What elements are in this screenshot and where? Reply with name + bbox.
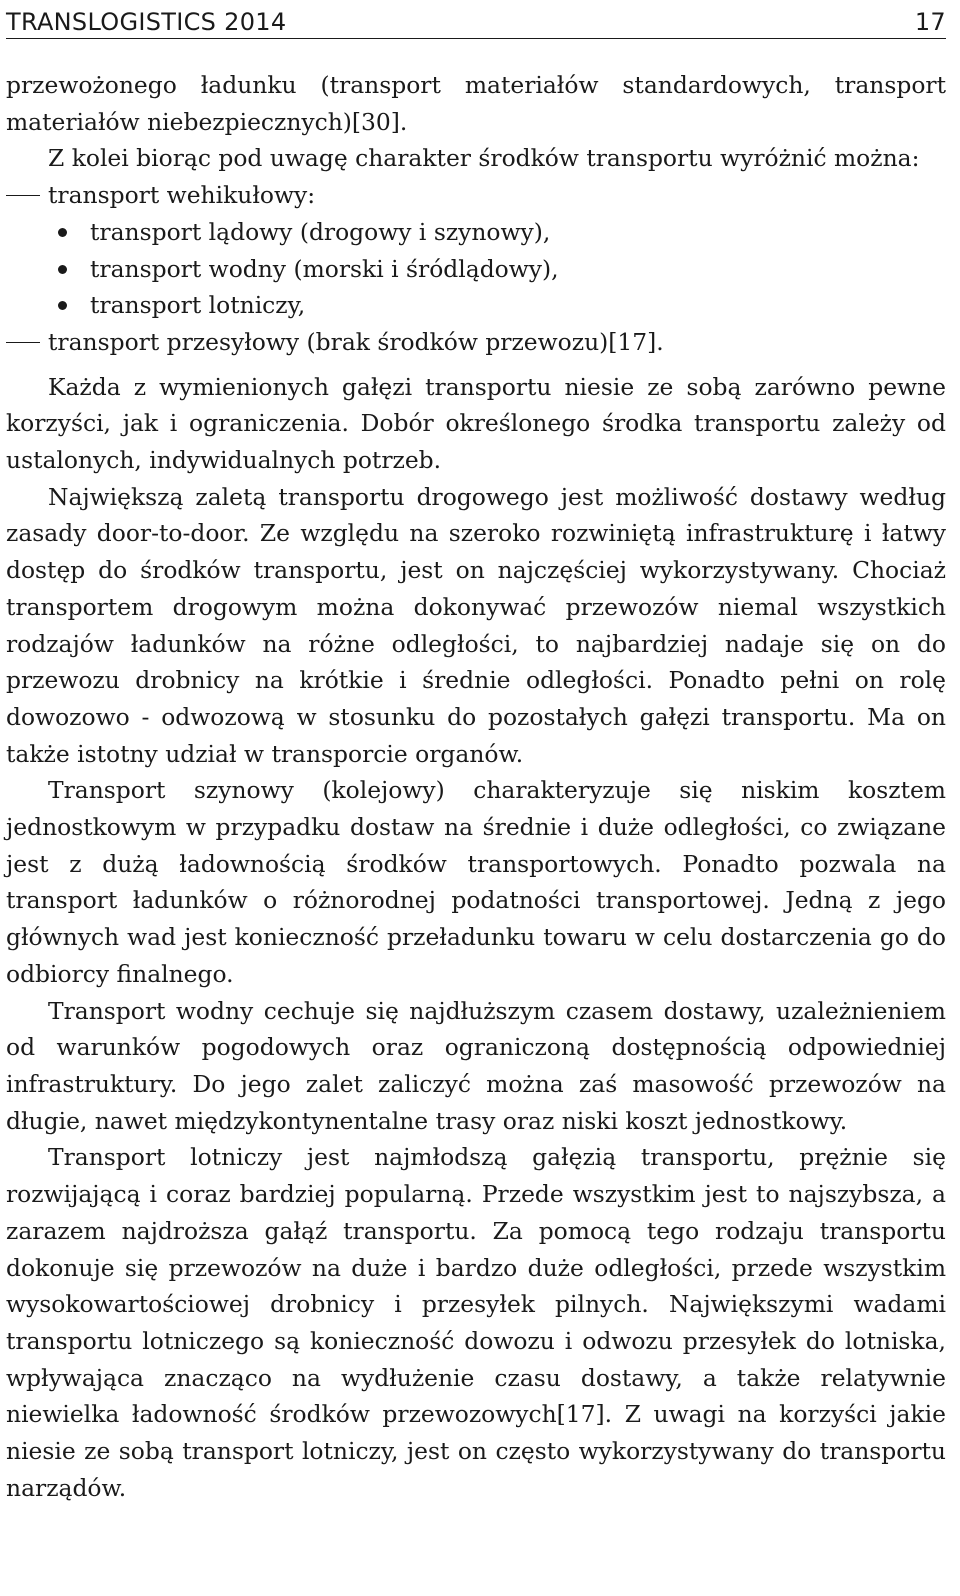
sub-list-item-label: transport wodny (morski i śródlądowy), bbox=[90, 254, 559, 283]
bullet-icon bbox=[58, 301, 67, 310]
page-number: 17 bbox=[914, 8, 946, 36]
list-item-label: transport przesyłowy (brak środków przewozu)[17]. bbox=[48, 327, 664, 356]
list-item-vehicle bbox=[6, 177, 946, 214]
sub-list-item bbox=[6, 214, 946, 251]
running-header bbox=[6, 0, 946, 39]
list-item-label: transport wehikułowy: bbox=[48, 181, 316, 210]
dash-marker bbox=[6, 195, 40, 196]
sub-list-item bbox=[6, 251, 946, 288]
transport-type-list bbox=[6, 177, 946, 361]
paragraph-branches: Każda z wymienionych gałęzi transportu niesie ze sobą zarówno pewne korzyści, jak i ograniczenia. Dobór określonego środka transportu zależy od ustalonych, indywidualnych potrzeb. bbox=[6, 372, 946, 475]
journal-title: TRANSLOGISTICS 2014 bbox=[6, 8, 287, 36]
paragraph-rail: Transport szynowy (kolejowy) charakteryzuje się niskim kosztem jednostkowym w przypadku dostaw na średnie i duże odległości, co związane jest z dużą ładownością środków transportowych. Ponadto pozwala na transport ładunków o różnorodnej podatności transportowej. Jedną z jego głównych wad jest konieczność przeładunku towaru w celu dostarczenia go do odbiorcy finalnego. bbox=[6, 776, 946, 988]
document-page bbox=[6, 0, 946, 1506]
sub-list-item-label: transport lotniczy, bbox=[90, 291, 306, 320]
paragraph-air: Transport lotniczy jest najmłodszą gałęzią transportu, prężnie się rozwijającą i coraz bardziej popularną. Przede wszystkim jest to najszybsza, a zarazem najdroższa gałąź transportu. Za pomocą tego rodzaju transportu dokonuje się przewozów na duże i bardzo duże odległości, przede wszystkim wysokowartościowej drobnicy i przesyłek pilnych. Największymi wadami transportu lotniczego są konieczność dowozu i odwozu przesyłek do lotniska, wpływająca znacząco na wydłużenie czasu dostawy, a także relatywnie niewielka ładowność środków przewozowych[17]. Z uwagi na korzyści jakie niesie ze sobą transport lotniczy, jest on często wykorzystywany do transportu narządów. bbox=[6, 1143, 946, 1502]
bullet-icon bbox=[58, 228, 67, 237]
sub-list-item-label: transport lądowy (drogowy i szynowy), bbox=[90, 217, 551, 246]
sub-list-item bbox=[6, 287, 946, 324]
paragraph-road: Największą zaletą transportu drogowego jest możliwość dostawy według zasady door-to-door. Ze względu na szeroko rozwiniętą infrastrukturę i łatwy dostęp do środków transportu, jest on najczęściej wykorzystywany. Chociaż transportem drogowym można dokonywać przewozów niemal wszystkich rodzajów ładunków na różne odległości, to najbardziej nadaje się on do przewozu drobnicy na krótkie i średnie odległości. Ponadto pełni on rolę dowozowo - odwozową w stosunku do pozostałych gałęzi transportu. Ma on także istotny udział w transporcie organów. bbox=[6, 482, 946, 768]
paragraph-water: Transport wodny cechuje się najdłuższym czasem dostawy, uzależnieniem od warunków pogodowych oraz ograniczoną dostępnością odpowiedniej infrastruktury. Do jego zalet zaliczyć można zaś masowość przewozów na długie, nawet międzykontynentalne trasy oraz niski koszt jednostkowy. bbox=[6, 996, 946, 1135]
lead-paragraph: Z kolei biorąc pod uwagę charakter środków transportu wyróżnić można: bbox=[48, 144, 920, 173]
bullet-icon bbox=[58, 265, 67, 274]
dash-marker bbox=[6, 342, 40, 343]
body-text bbox=[6, 39, 946, 1506]
continuation-paragraph: przewożonego ładunku (transport materiałów standardowych, transport materiałów niebezpiecznych)[30]. bbox=[6, 71, 946, 136]
list-item-pipeline bbox=[6, 324, 946, 361]
